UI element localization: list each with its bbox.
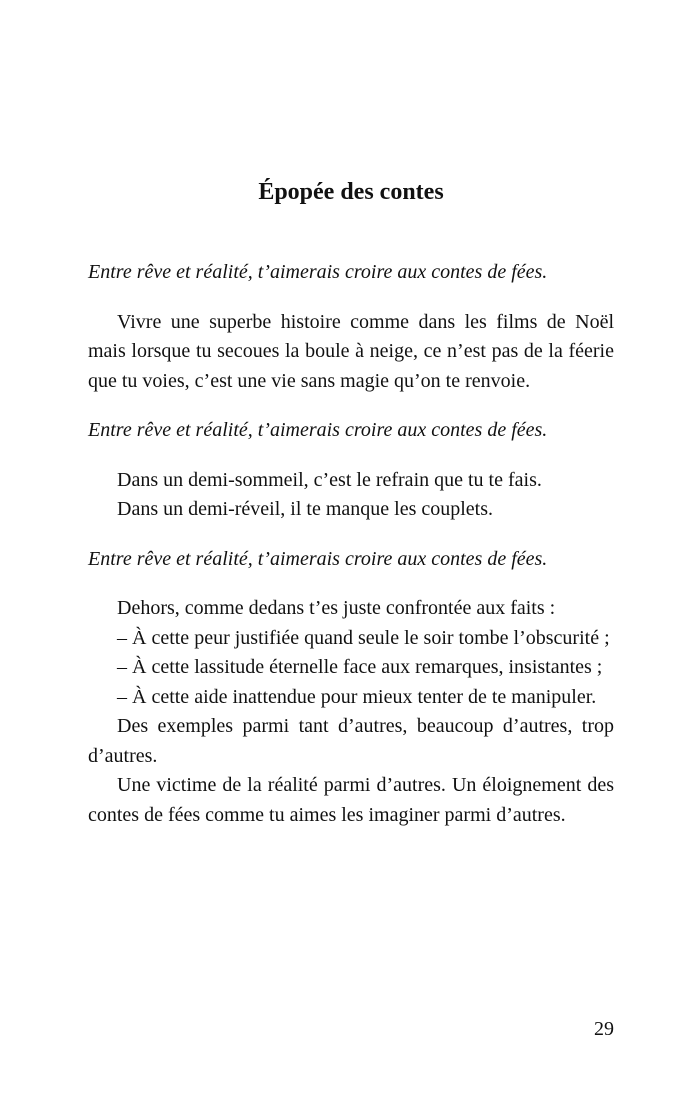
stanza-2-line-2: Dans un demi-réveil, il te manque les couplets. (117, 498, 494, 520)
stanza-3-closing: Une victime de la réalité parmi d’autres. Un éloignement des contes de fées comme tu aimes les imaginer parmi d’autres. (88, 774, 614, 826)
poem-body (88, 258, 614, 830)
refrain-line-1: Entre rêve et réalité, t’aimerais croire aux contes de fées. (88, 261, 548, 283)
book-page (88, 0, 614, 1110)
poem-title: Épopée des contes (258, 179, 444, 205)
stanza-3-intro: Dehors, comme dedans t’es juste confrontée aux faits : (117, 597, 556, 619)
stanza-3-item: – À cette lassitude éternelle face aux remarques, insistantes ; (117, 656, 603, 678)
stanza-2-line-1: Dans un demi-sommeil, c’est le refrain que tu te fais. (117, 468, 542, 491)
stanza-3-item: – À cette aide inattendue pour mieux tenter de te manipuler. (117, 685, 597, 708)
stanza-3-examples: Des exemples parmi tant d’autres, beaucoup d’autres, trop d’autres. (88, 715, 614, 767)
page-number: 29 (594, 1018, 614, 1040)
refrain-line-3: Entre rêve et réalité, t’aimerais croire aux contes de fées. (88, 547, 548, 570)
refrain-line-2: Entre rêve et réalité, t’aimerais croire aux contes de fées. (88, 419, 548, 441)
stanza-3-item: – À cette peur justifiée quand seule le soir tombe l’obscurité ; (117, 626, 610, 649)
stanza-1: Vivre une superbe histoire comme dans les films de Noël mais lorsque tu secoues la boule à neige, ce n’est pas de la féerie que tu voies, c’est une vie sans magie qu’on te renvoie. (88, 310, 614, 392)
